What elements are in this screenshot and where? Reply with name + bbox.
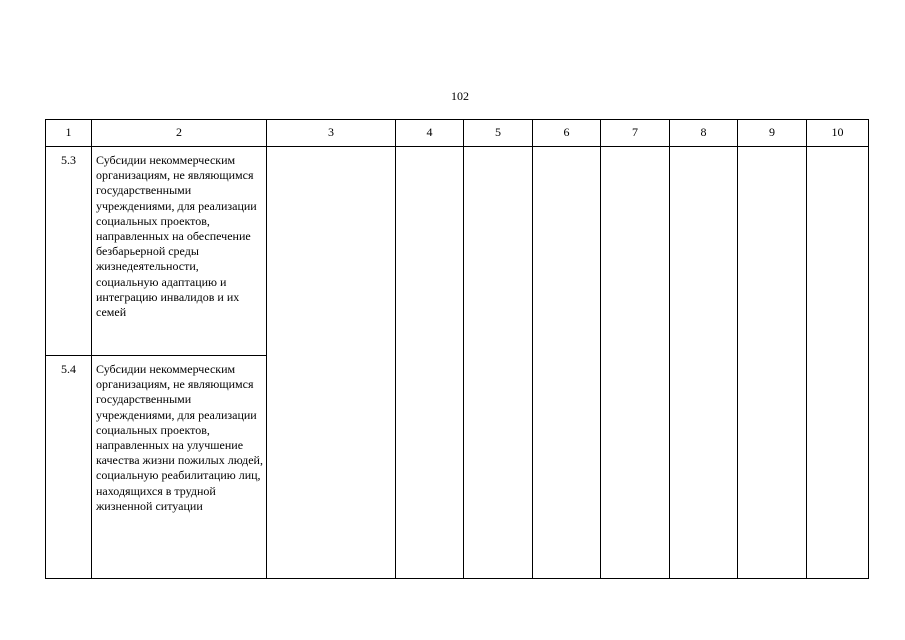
column-header-9: 9: [738, 120, 807, 147]
column-header-5: 5: [464, 120, 533, 147]
table-row: [46, 147, 869, 356]
empty-cell-col-4: [396, 147, 464, 579]
empty-cell-col-3: [267, 147, 396, 579]
column-header-3: 3: [267, 120, 396, 147]
row-number: 5.3: [46, 147, 92, 356]
column-header-6: 6: [533, 120, 601, 147]
row-number: 5.4: [46, 356, 92, 579]
empty-cell-col-9: [738, 147, 807, 579]
column-header-10: 10: [807, 120, 869, 147]
empty-cell-col-10: [807, 147, 869, 579]
row-description: Субсидии некоммерческим организациям, не являющимся государственными учреждениями, для реализации социальных проектов, направленных на обеспечение безбарьерной среды жизнедеятельности, социальную адаптацию и интеграцию инвалидов и их семей: [92, 147, 267, 356]
column-header-1: 1: [46, 120, 92, 147]
empty-cell-col-7: [601, 147, 670, 579]
column-header-4: 4: [396, 120, 464, 147]
data-table: [45, 119, 869, 579]
column-header-7: 7: [601, 120, 670, 147]
row-description: Субсидии некоммерческим организациям, не являющимся государственными учреждениями, для реализации социальных проектов, направленных на улучшение качества жизни пожилых людей, социальную реабилитацию лиц, находящихся в трудной жизненной ситуации: [92, 356, 267, 579]
empty-cell-col-8: [670, 147, 738, 579]
empty-cell-col-6: [533, 147, 601, 579]
column-header-2: 2: [92, 120, 267, 147]
header-row: [46, 120, 869, 147]
page-number: 102: [451, 89, 469, 103]
empty-cell-col-5: [464, 147, 533, 579]
column-header-8: 8: [670, 120, 738, 147]
